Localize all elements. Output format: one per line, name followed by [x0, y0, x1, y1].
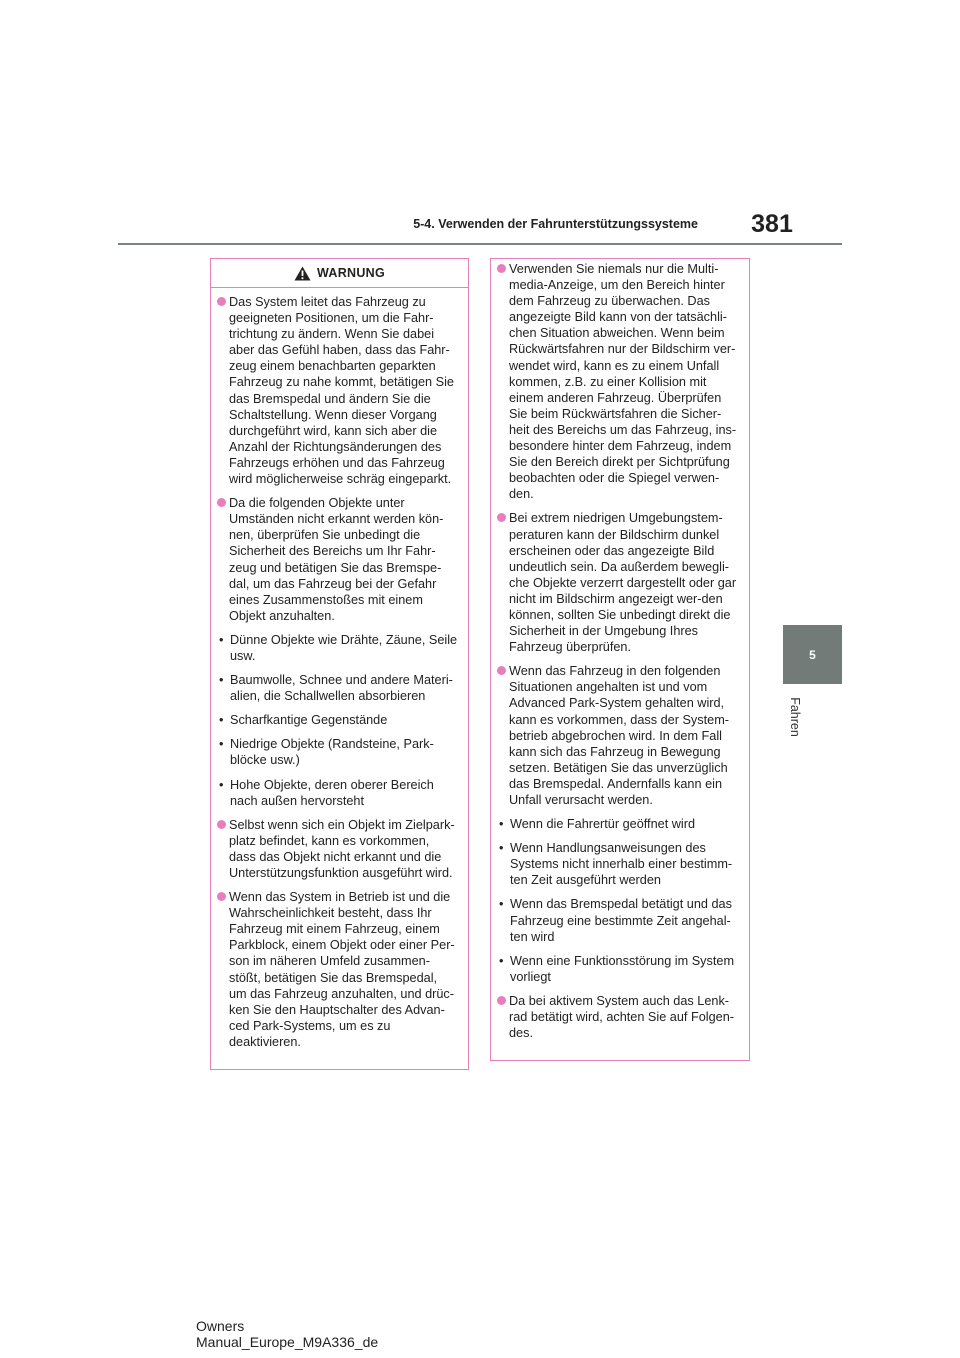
item-text: Da bei aktivem System auch das Lenk-rad betätigt wird, achten Sie auf Folgen-des. [509, 993, 734, 1041]
chapter-tab [783, 625, 842, 684]
item-text: Das System leitet das Fahrzeug zu geeigneten Positionen, um die Fahr-trichtung zu ändern. Wenn Sie dabei aber das Gefühl haben, dass das Fahr-zeug einem benachbarten geparkten Fahrzeug zu nahe kommt, betätigen Sie das Bremspedal und ändern Sie die Schaltstellung. Wenn dieser Vorgang durchgeführt wird, kann sich aber die Anzahl der Richtungsänderungen des Fahrzeugs erhöhen und das Fahrzeug wird möglicherweise schräg eingeparkt. [229, 295, 454, 487]
item-text: Verwenden Sie niemals nur die Multi-media-Anzeige, um den Bereich hinter dem Fahrzeug zu überwachen. Das angezeigte Bild kann von der tatsächli-chen Situation abweichen. Wenn beim Rückwärtsfahren nur der Bildschirm ver-wendet wird, kann es zu einem Unfall kommen, z.B. zu einer Kollision mit einem anderen Fahrzeug. Überprüfen Sie beim Rückwärtsfahren die Sicher-heit des Bereichs um das Fahrzeug, ins-besondere hinter dem Fahrzeug, indem Sie den Bereich direkt per Sichtprüfung beobachten oder die Spiegel verwen-den. [509, 262, 737, 502]
bullet-dot-icon [497, 666, 506, 675]
item-text: Bei extrem niedrigen Umgebungstem-peraturen kann der Bildschirm dunkel erscheinen oder das angezeigte Bild undeutlich sein. Da außerdem bewegli-che Objekte verzerrt dargestellt oder gar nicht im Bildschirm angezeigt wer-den können, sollten Sie unbedingt direkt die Sicherheit in der Umgebung Ihres Fahrzeug überprüfen. [509, 511, 737, 655]
bullet-dot-icon [217, 498, 226, 507]
warning-bullet-item [497, 663, 739, 808]
warning-sub-item [497, 896, 739, 944]
bullet-dot-icon [497, 264, 506, 273]
page-number: 381 [751, 210, 793, 238]
item-text: Selbst wenn sich ein Objekt im Zielpark-platz befindet, kann es vorkommen, dass das Objekt nicht erkannt und die Unterstützungsfunktion ausgeführt wird. [229, 817, 455, 880]
warning-sub-item [217, 712, 458, 728]
warning-header [211, 259, 468, 288]
warning-bullet-item [217, 817, 458, 881]
item-text: Wenn das Fahrzeug in den folgenden Situationen angehalten ist und vom Advanced Park-System gehalten wird, kann es vorkommen, dass der System-betrieb abgebrochen wird. In dem Fall kann sich das Fahrzeug in Bewegung setzen. Betätigen Sie das unverzüglich das Bremspedal. Andernfalls kann ein Unfall verursacht werden. [509, 664, 729, 807]
item-text: Baumwolle, Schnee und andere Materi-alien, die Schallwellen absorbieren [230, 673, 453, 704]
warning-sub-item [217, 736, 458, 768]
list-dot-icon: • [219, 713, 224, 728]
warning-bullet-item [217, 889, 458, 1050]
chapter-label: Fahren [787, 697, 802, 737]
item-text: Wenn die Fahrertür geöffnet wird [510, 817, 696, 832]
item-text: Niedrige Objekte (Randsteine, Park-blöcke usw.) [230, 737, 434, 768]
list-dot-icon: • [499, 897, 504, 912]
bullet-dot-icon [217, 297, 226, 306]
item-text: Hohe Objekte, deren oberer Bereich nach außen hervorsteht [230, 777, 434, 808]
list-dot-icon: • [499, 841, 504, 856]
warning-bullet-item [217, 495, 458, 624]
item-text: Da die folgenden Objekte unter Umständen nicht erkannt werden kön-nen, überprüfen Sie unbedingt die Sicherheit des Bereichs um Ihr Fahr-zeug und betätigen Sie das Bremspe-dal, um das Fahrzeug bei der Gefahr eines Zusammenstoßes mit einem Objekt anzuhalten. [229, 496, 444, 623]
bullet-dot-icon [217, 892, 226, 901]
warning-sub-item [497, 953, 739, 985]
list-dot-icon: • [499, 953, 504, 968]
item-text: Wenn Handlungsanweisungen des Systems nicht innerhalb einer bestimm-ten Zeit ausgeführt werden [510, 841, 733, 888]
warning-sub-item [497, 840, 739, 888]
footer-document-id: Owners Manual_Europe_M9A336_de [196, 1318, 379, 1350]
warning-title: WARNUNG [316, 265, 386, 280]
bullet-dot-icon [497, 513, 506, 522]
warning-content-left [211, 288, 468, 1050]
warning-box-continued [490, 258, 750, 1061]
chapter-number: 5 [809, 647, 816, 662]
warning-triangle-icon [294, 266, 311, 281]
list-dot-icon: • [219, 673, 224, 688]
warning-sub-item [217, 632, 458, 664]
bullet-dot-icon [217, 820, 226, 829]
warning-bullet-item [497, 993, 739, 1041]
warning-sub-item [217, 777, 458, 809]
warning-sub-item [497, 816, 739, 832]
list-dot-icon: • [219, 632, 224, 647]
item-text: Wenn eine Funktionsstörung im System vorliegt [510, 953, 735, 984]
warning-bullet-item [217, 294, 458, 487]
item-text: Dünne Objekte wie Drähte, Zäune, Seile usw. [230, 632, 458, 663]
list-dot-icon: • [499, 817, 504, 832]
warning-content-right [491, 259, 749, 1041]
section-title: 5-4. Verwenden der Fahrunterstützungssysteme [413, 217, 698, 231]
item-text: Wenn das System in Betrieb ist und die Wahrscheinlichkeit besteht, dass Ihr Fahrzeug mit einem Fahrzeug, einem Parkblock, einem Objekt oder einer Per-son im näheren Umfeld zusammen-stößt, betätigen Sie das Bremspedal, um das Fahrzeug anzuhalten, und drüc-ken Sie den Hauptschalter des Advan-ced Park-Systems, um es zu deaktivieren. [229, 890, 455, 1049]
list-dot-icon: • [219, 777, 224, 792]
header-divider [118, 243, 842, 245]
warning-bullet-item [497, 261, 739, 502]
warning-sub-item [217, 672, 458, 704]
bullet-dot-icon [497, 996, 506, 1005]
warning-bullet-item [497, 510, 739, 655]
chapter-side-label [770, 688, 820, 758]
list-dot-icon: • [219, 737, 224, 752]
item-text: Wenn das Bremspedal betätigt und das Fahrzeug eine bestimmte Zeit angehal-ten wird [510, 897, 732, 944]
warning-box [210, 258, 469, 1070]
item-text: Scharfkantige Gegenstände [230, 713, 388, 728]
